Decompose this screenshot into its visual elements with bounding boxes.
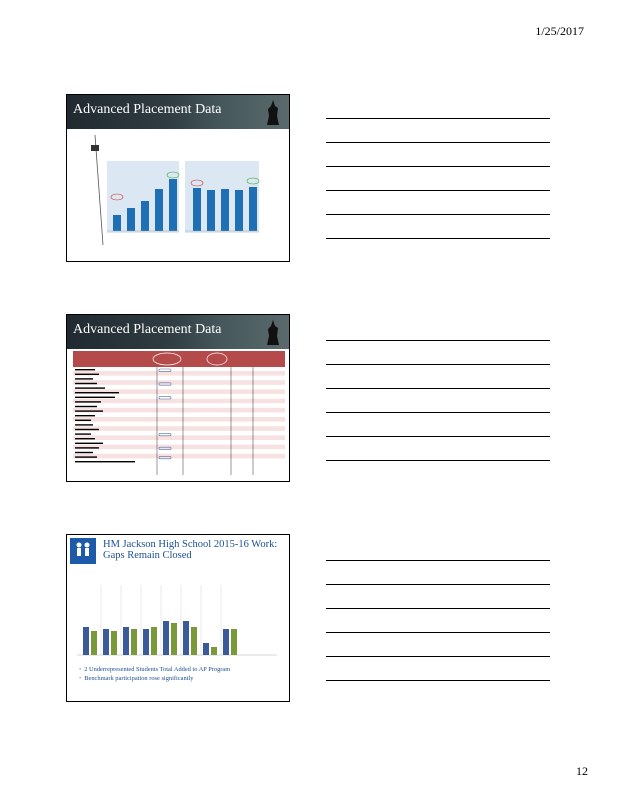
- bullet-item: • Benchmark participation rose significantly: [79, 675, 194, 682]
- slide-thumbnail-2: [66, 314, 290, 482]
- notes-lines-3: [326, 560, 550, 704]
- school-logo: [70, 538, 96, 564]
- chart-area: [89, 135, 265, 255]
- slide-title: HM Jackson High School 2015-16 Work: Gaps Remain Closed: [103, 539, 278, 561]
- bullet-item: • 2 Underrepresented Students Total Added to AP Program: [79, 666, 231, 673]
- wolf-icon: [263, 98, 283, 126]
- notes-lines-2: [326, 340, 550, 484]
- slide-thumbnail-3: [66, 534, 290, 702]
- slide-bullets: [79, 665, 230, 683]
- wolf-icon: [263, 318, 283, 346]
- page-number: 12: [576, 764, 588, 778]
- figures-icon: [70, 538, 96, 564]
- slide-header: [67, 315, 289, 349]
- slide-thumbnail-1: [66, 94, 290, 262]
- slide-title: Advanced Placement Data: [73, 102, 222, 117]
- print-date: 1/25/2017: [535, 24, 584, 38]
- chart-graphic: [89, 135, 265, 255]
- bar-chart-graphic: [77, 575, 281, 665]
- slide-header: [67, 95, 289, 129]
- data-table: [73, 351, 285, 479]
- notes-lines-1: [326, 118, 550, 262]
- slide-title: Advanced Placement Data: [73, 322, 222, 337]
